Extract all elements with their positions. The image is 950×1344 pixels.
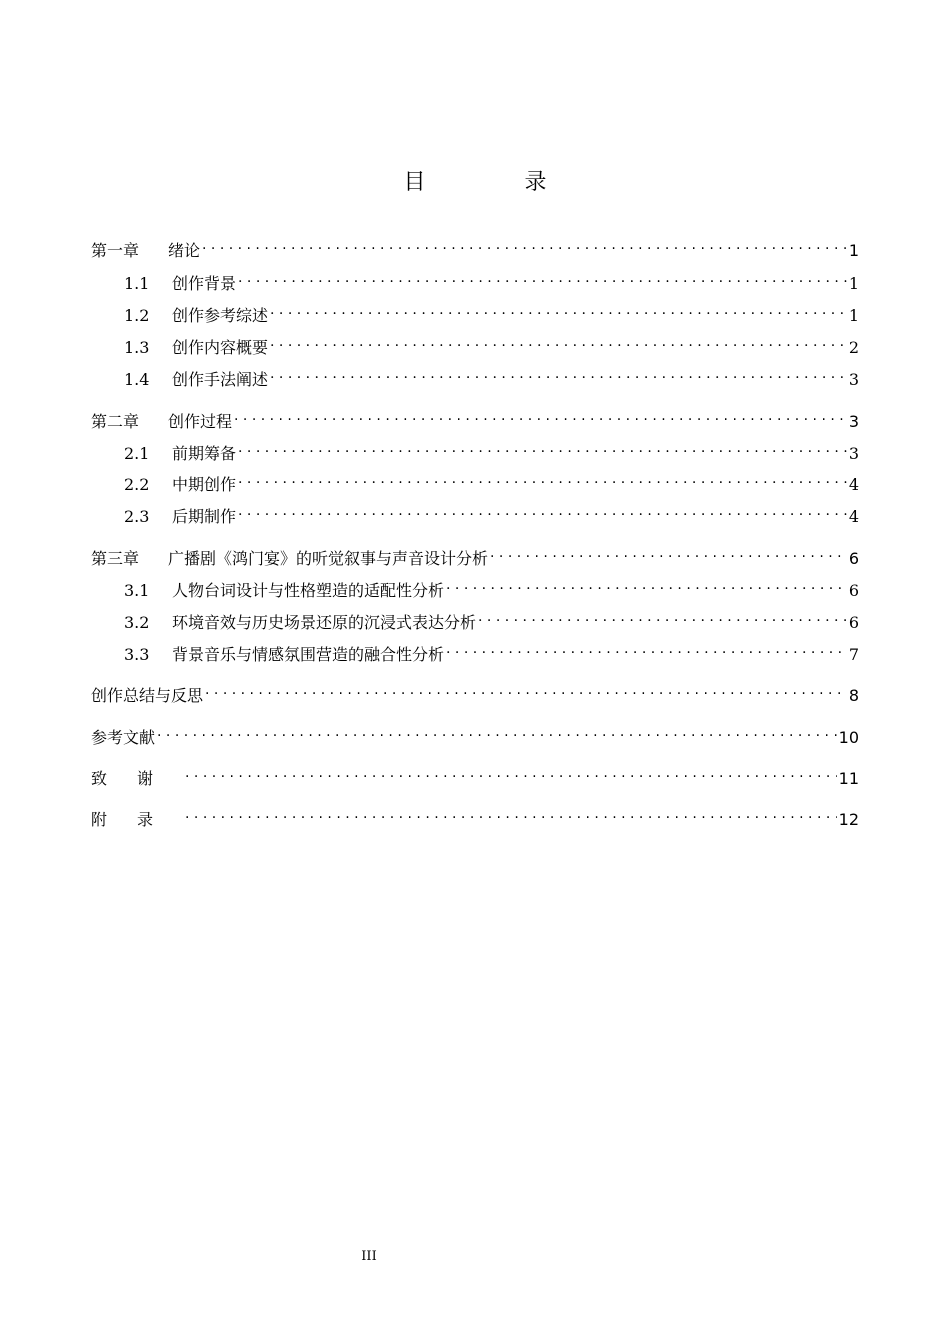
toc-entry-title: 创作参考综述 [172, 306, 269, 325]
toc-entry-number: 2.3 [124, 507, 150, 526]
dot-leader [185, 801, 837, 825]
toc-entry-appendix[interactable] [91, 801, 859, 829]
toc-entry-section-1-2[interactable] [124, 297, 859, 325]
toc-entry-number: 第一章 [91, 241, 140, 260]
toc-entry-title: 前期筹备 [172, 444, 237, 463]
toc-entry-number: 第三章 [91, 549, 140, 568]
toc-entry-number: 1.2 [124, 306, 150, 325]
dot-leader [270, 361, 847, 385]
toc-entry-title: 附录 [91, 810, 184, 829]
toc-entry-number: 第二章 [91, 412, 140, 431]
toc-entry-number: 3.1 [124, 581, 150, 600]
toc-entry-chapter-1[interactable] [91, 232, 859, 260]
toc-entry-title: 创作背景 [172, 274, 237, 293]
toc-entry-title: 创作手法阐述 [172, 370, 269, 389]
toc-entry-number: 1.3 [124, 338, 150, 357]
toc-entry-number: 2.1 [124, 444, 150, 463]
toc-entry-section-2-1[interactable] [124, 435, 859, 463]
toc-entry-title: 绪论 [168, 241, 201, 260]
dot-leader [270, 329, 847, 353]
toc-entry-acknowledgements[interactable] [91, 760, 859, 788]
toc-entry-section-3-2[interactable] [124, 604, 859, 632]
toc-entry-section-1-4[interactable] [124, 361, 859, 389]
dot-leader [270, 297, 847, 321]
toc-entry-page: 8 [848, 686, 859, 705]
toc-entry-page: 6 [848, 581, 859, 600]
toc-entry-page: 4 [848, 475, 859, 494]
page-title: 目 录 [403, 170, 593, 195]
dot-leader [205, 677, 847, 701]
dot-leader [238, 466, 847, 490]
toc-entry-page: 11 [838, 769, 859, 788]
toc-entry-page: 4 [848, 507, 859, 526]
toc-entry-page: 6 [848, 549, 859, 568]
toc-entry-number: 1.1 [124, 274, 150, 293]
toc-entry-page: 3 [848, 370, 859, 389]
toc-entry-title: 后期制作 [172, 507, 237, 526]
toc-entry-title: 环境音效与历史场景还原的沉浸式表达分析 [172, 613, 477, 632]
toc-entry-section-1-3[interactable] [124, 329, 859, 357]
dot-leader [238, 265, 847, 289]
dot-leader [446, 636, 847, 660]
dot-leader [157, 719, 837, 743]
toc-entry-number: 3.2 [124, 613, 150, 632]
toc-entry-title: 创作过程 [168, 412, 233, 431]
dot-leader [238, 498, 847, 522]
toc-entry-number: 2.2 [124, 475, 150, 494]
toc-entry-section-3-3[interactable] [124, 636, 859, 664]
toc-entry-page: 3 [848, 444, 859, 463]
toc-entry-title: 创作总结与反思 [91, 686, 204, 705]
page-number: III [361, 1249, 377, 1264]
toc-entry-section-3-1[interactable] [124, 572, 859, 600]
toc-entry-page: 2 [848, 338, 859, 357]
dot-leader [446, 572, 847, 596]
toc-entry-page: 7 [848, 645, 859, 664]
toc-entry-number: 3.3 [124, 645, 150, 664]
toc-entry-page: 3 [848, 412, 859, 431]
toc-entry-title: 参考文献 [91, 728, 156, 747]
toc-entry-section-2-3[interactable] [124, 498, 859, 526]
toc-entry-page: 10 [838, 728, 859, 747]
toc-entry-summary[interactable] [91, 677, 859, 705]
toc-entry-section-2-2[interactable] [124, 466, 859, 494]
toc-entry-chapter-3[interactable] [91, 540, 859, 568]
toc-entry-title: 创作内容概要 [172, 338, 269, 357]
toc-entry-page: 1 [848, 306, 859, 325]
toc-entry-chapter-2[interactable] [91, 403, 859, 431]
toc-entry-page: 1 [848, 241, 859, 260]
toc-entry-title: 背景音乐与情感氛围营造的融合性分析 [172, 645, 445, 664]
dot-leader [234, 403, 847, 427]
toc-entry-references[interactable] [91, 719, 859, 747]
toc-entry-title: 中期创作 [172, 475, 237, 494]
toc-entry-section-1-1[interactable] [124, 265, 859, 293]
dot-leader [478, 604, 847, 628]
toc-entry-number: 1.4 [124, 370, 150, 389]
dot-leader [490, 540, 847, 564]
toc-entry-title: 致谢 [91, 769, 184, 788]
dot-leader [238, 435, 847, 459]
dot-leader [185, 760, 837, 784]
toc-entry-page: 1 [848, 274, 859, 293]
toc-entry-title: 广播剧《鸿门宴》的听觉叙事与声音设计分析 [168, 549, 489, 568]
toc-entry-page: 12 [838, 810, 859, 829]
toc-entry-title: 人物台词设计与性格塑造的适配性分析 [172, 581, 445, 600]
toc-entry-page: 6 [848, 613, 859, 632]
dot-leader [202, 232, 847, 256]
